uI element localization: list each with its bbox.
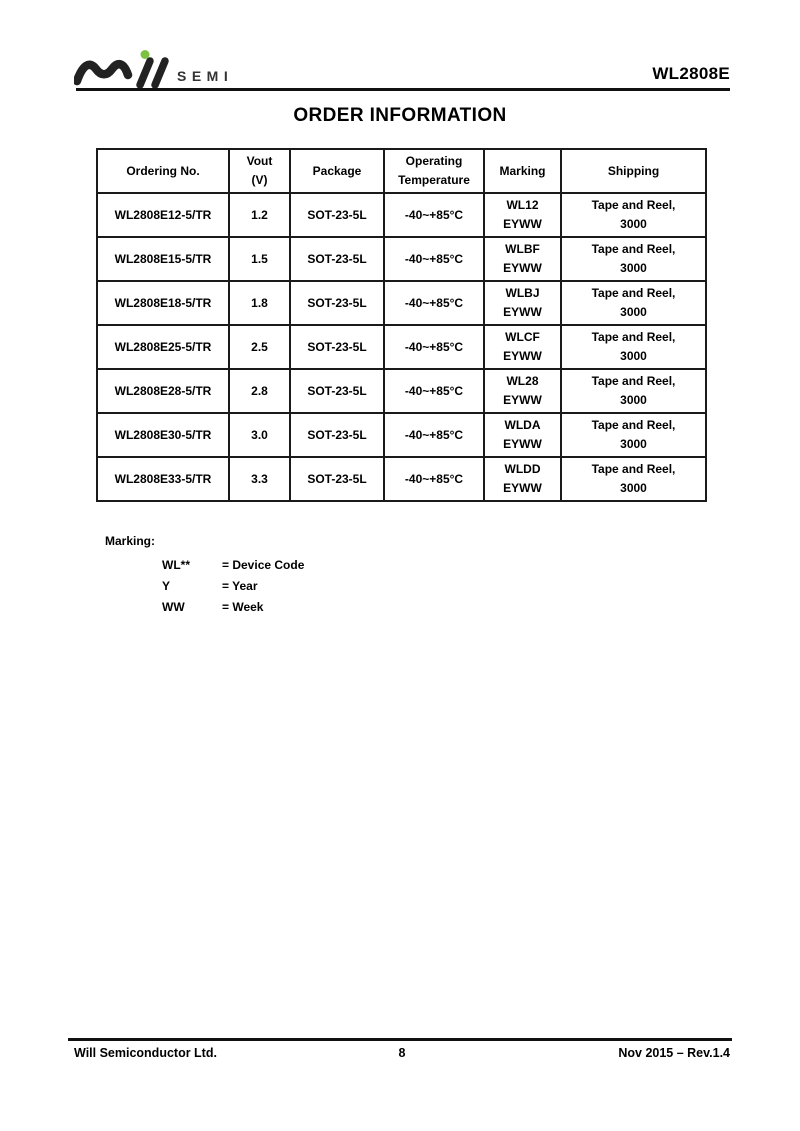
ordering-no-cell: WL2808E25-5/TR [97,325,229,369]
header-divider [76,88,730,91]
marking-cell: WLDD EYWW [484,457,561,501]
vout-cell: 2.8 [229,369,290,413]
col-header-marking: Marking [484,149,561,193]
package-cell: SOT-23-5L [290,457,384,501]
shipping-cell: Tape and Reel, 3000 [561,281,706,325]
marking-legend-title: Marking: [105,534,156,548]
ordering-no-cell: WL2808E18-5/TR [97,281,229,325]
col-header-vout: Vout (V) [229,149,290,193]
shipping-cell: Tape and Reel, 3000 [561,457,706,501]
package-cell: SOT-23-5L [290,413,384,457]
table-row [97,457,706,501]
ordering-no-cell: WL2808E15-5/TR [97,237,229,281]
legend-meaning: = Week [222,600,264,614]
temperature-cell: -40~+85°C [384,369,484,413]
table-row [97,281,706,325]
ordering-no-cell: WL2808E33-5/TR [97,457,229,501]
table-row [97,369,706,413]
brand-semi-label: SEMI [177,68,234,84]
col-header-operating-temperature: Operating Temperature [384,149,484,193]
page-title: ORDER INFORMATION [293,105,507,126]
marking-cell: WL28 EYWW [484,369,561,413]
marking-cell: WLBJ EYWW [484,281,561,325]
shipping-cell: Tape and Reel, 3000 [561,369,706,413]
footer-page-number: 8 [398,1046,406,1060]
ordering-no-cell: WL2808E12-5/TR [97,193,229,237]
logo-slash-icon [155,61,165,85]
ordering-no-cell: WL2808E28-5/TR [97,369,229,413]
footer-company: Will Semiconductor Ltd. [74,1046,217,1060]
vout-cell: 1.2 [229,193,290,237]
temperature-cell: -40~+85°C [384,237,484,281]
ordering-no-cell: WL2808E30-5/TR [97,413,229,457]
legend-code: WL** [162,558,190,572]
temperature-cell: -40~+85°C [384,325,484,369]
package-cell: SOT-23-5L [290,281,384,325]
legend-item-device-code [162,555,304,576]
vout-cell: 1.5 [229,237,290,281]
table-row [97,325,706,369]
legend-item-year [162,576,304,597]
table-row [97,193,706,237]
legend-code: Y [162,579,171,593]
shipping-cell: Tape and Reel, 3000 [561,413,706,457]
shipping-cell: Tape and Reel, 3000 [561,237,706,281]
temperature-cell: -40~+85°C [384,413,484,457]
temperature-cell: -40~+85°C [384,281,484,325]
shipping-cell: Tape and Reel, 3000 [561,193,706,237]
order-information-table [96,148,707,502]
logo-slash-icon [140,61,150,85]
marking-cell: WLBF EYWW [484,237,561,281]
document-number: WL2808E [652,64,730,83]
marking-cell: WL12 EYWW [484,193,561,237]
temperature-cell: -40~+85°C [384,457,484,501]
brand-logo [74,50,254,92]
legend-meaning: = Year [222,579,258,593]
footer-divider [68,1038,732,1041]
package-cell: SOT-23-5L [290,369,384,413]
page-footer [74,1046,730,1060]
shipping-cell: Tape and Reel, 3000 [561,325,706,369]
logo-green-dot-icon [141,50,150,59]
legend-code: WW [162,600,185,614]
package-cell: SOT-23-5L [290,325,384,369]
legend-meaning: = Device Code [222,558,305,572]
will-semi-logo-icon [74,50,254,92]
footer-revision: Nov 2015 – Rev.1.4 [618,1046,731,1060]
package-cell: SOT-23-5L [290,193,384,237]
vout-cell: 2.5 [229,325,290,369]
logo-wave-icon [77,64,128,81]
marking-legend [105,534,304,618]
table-row [97,413,706,457]
legend-item-week [162,597,304,618]
col-header-package: Package [290,149,384,193]
vout-cell: 3.3 [229,457,290,501]
table-header-row [97,149,706,193]
package-cell: SOT-23-5L [290,237,384,281]
marking-cell: WLDA EYWW [484,413,561,457]
vout-cell: 3.0 [229,413,290,457]
col-header-ordering-no: Ordering No. [97,149,229,193]
vout-cell: 1.8 [229,281,290,325]
temperature-cell: -40~+85°C [384,193,484,237]
marking-cell: WLCF EYWW [484,325,561,369]
table-row [97,237,706,281]
col-header-shipping: Shipping [561,149,706,193]
